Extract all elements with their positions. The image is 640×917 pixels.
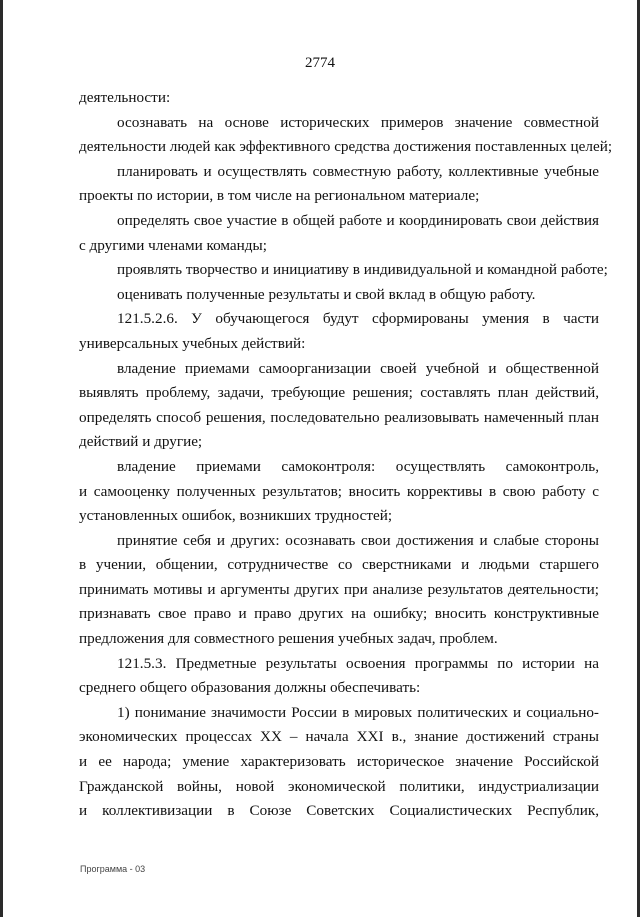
text-line: Гражданской войны, новой экономической политики, индустриализации — [79, 777, 599, 795]
text-line: определять способ решения, последовательно реализовывать намеченный план — [79, 408, 599, 426]
text-line: проявлять творчество и инициативу в индивидуальной и командной работе; — [117, 261, 608, 279]
text-line: универсальных учебных действий: — [79, 334, 306, 352]
text-line: 121.5.2.6. У обучающегося будут сформированы умения в части — [117, 310, 599, 328]
text-line: с другими членами команды; — [79, 236, 267, 254]
text-line: и самооценку полученных результатов; вносить коррективы в свою работу с — [79, 482, 599, 500]
text-line: определять свое участие в общей работе и координировать свои действия — [117, 211, 599, 229]
footer-label: Программа - 03 — [80, 864, 146, 874]
text-line: экономических процессах XX – начала XXI в., знание достижений страны — [79, 728, 599, 746]
text-line: предложения для совместного решения учебных задач, проблем. — [79, 630, 498, 648]
text-line: владение приемами самоорганизации своей учебной и общественной — [117, 359, 599, 377]
text-line: деятельности людей как эффективного средства достижения поставленных целей; — [79, 138, 613, 156]
page-number: 2774 — [305, 55, 335, 71]
text-line: планировать и осуществлять совместную работу, коллективные учебные — [117, 162, 599, 180]
text-line: осознавать на основе исторических примеров значение совместной — [117, 113, 599, 131]
body-text — [79, 86, 613, 824]
text-line: и коллективизации в Союзе Советских Социалистических Республик, — [79, 802, 599, 820]
text-line: в учении, общении, сотрудничестве со сверстниками и людьми старшего — [79, 556, 599, 574]
text-line: 1) понимание значимости России в мировых политических и социально- — [117, 703, 599, 721]
text-line: выявлять проблему, задачи, требующие решения; составлять план действий, — [79, 384, 599, 402]
text-line: признавать свое право и право других на ошибку; вносить конструктивные — [79, 605, 599, 623]
text-line: принимать мотивы и аргументы других при анализе результатов деятельности; — [79, 580, 599, 598]
text-line: среднего общего образования должны обеспечивать: — [79, 679, 421, 697]
text-line: принятие себя и других: осознавать свои достижения и слабые стороны — [117, 531, 599, 549]
text-line: 121.5.3. Предметные результаты освоения программы по истории на — [117, 654, 599, 672]
text-line: владение приемами самоконтроля: осуществлять самоконтроль, — [117, 457, 599, 475]
text-line: деятельности: — [79, 89, 171, 106]
text-line: и ее народа; умение характеризовать историческое значение Российской — [79, 753, 599, 771]
text-line: проекты по истории, в том числе на региональном материале; — [79, 187, 480, 205]
scan-edge-left — [0, 0, 3, 917]
text-line: оценивать полученные результаты и свой вклад в общую работу. — [117, 285, 536, 303]
text-line: действий и другие; — [79, 433, 203, 451]
text-line: установленных ошибок, возникших трудностей; — [79, 507, 393, 525]
